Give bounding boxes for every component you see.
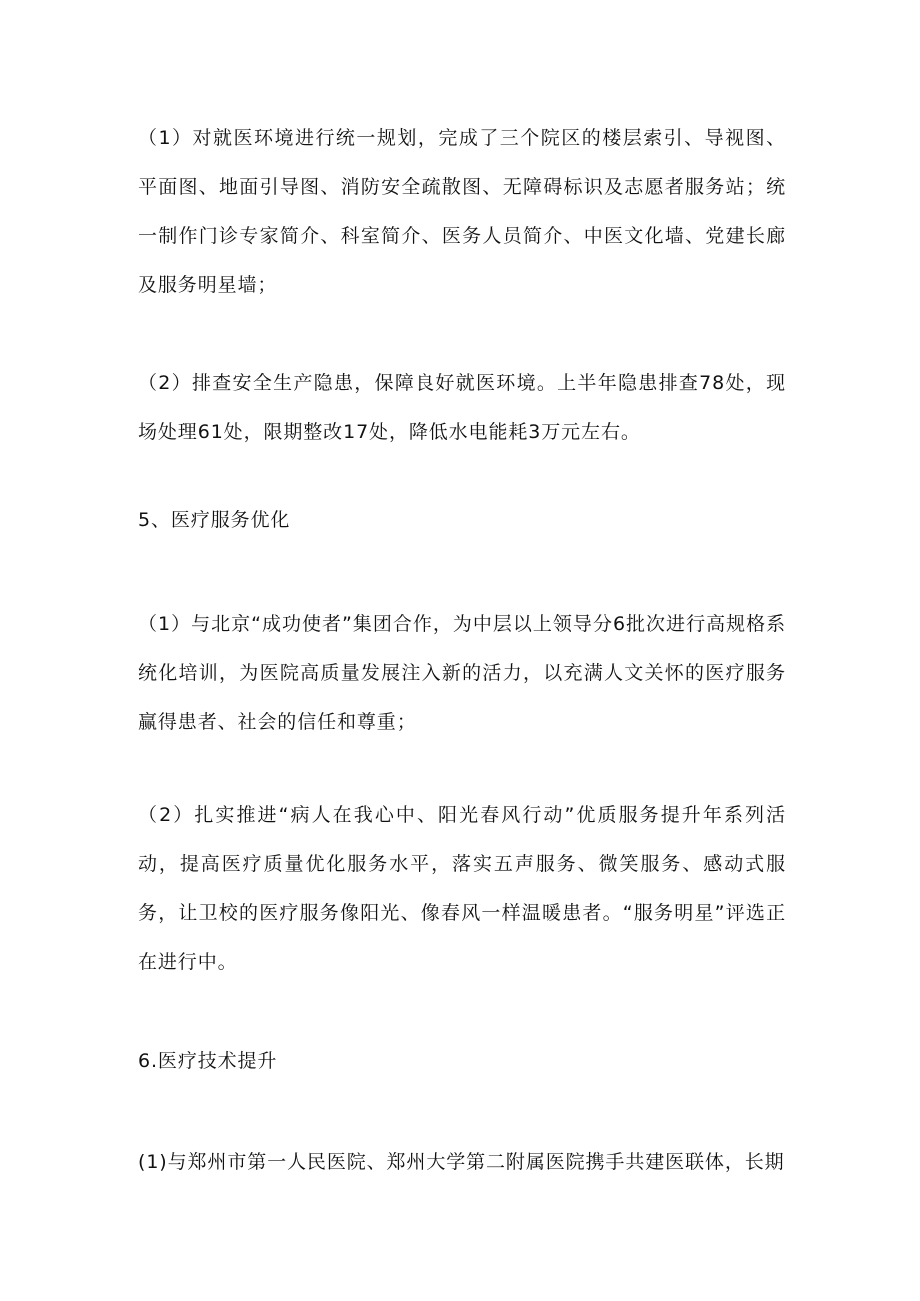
paragraph-service-improvement: （2）扎实推进“病人在我心中、阳光春风行动”优质服务提升年系列活动，提高医疗质量优化服务水平，落实五声服务、微笑服务、感动式服务，让卫校的医疗服务像阳光、像春风一样温暖患者。“服务明星”评选正在进行中。 (138, 804, 786, 973)
section-heading-medical-service: 5、医疗服务优化 (138, 509, 291, 531)
paragraph-safety-inspection: （2）排查安全生产隐患，保障良好就医环境。上半年隐患排查78处，现场处理61处，限期整改17处，降低水电能耗3万元左右。 (138, 372, 786, 443)
paragraph-medical-alliance: (1)与郑州市第一人民医院、郑州大学第二附属医院携手共建医联体，长期 (138, 1151, 785, 1173)
paragraph-training-cooperation: （1）与北京“成功使者”集团合作，为中层以上领导分6批次进行高规格系统化培训，为医院高质量发展注入新的活力，以充满人文关怀的医疗服务赢得患者、社会的信任和尊重； (138, 613, 786, 733)
section-heading-technology: 6.医疗技术提升 (138, 1050, 278, 1072)
paragraph-environment-planning: （1）对就医环境进行统一规划，完成了三个院区的楼层索引、导视图、平面图、地面引导图、消防安全疏散图、无障碍标识及志愿者服务站；统一制作门诊专家简介、科室简介、医务人员简介、中医文化墙、党建长廊及服务明星墙； (138, 127, 786, 296)
